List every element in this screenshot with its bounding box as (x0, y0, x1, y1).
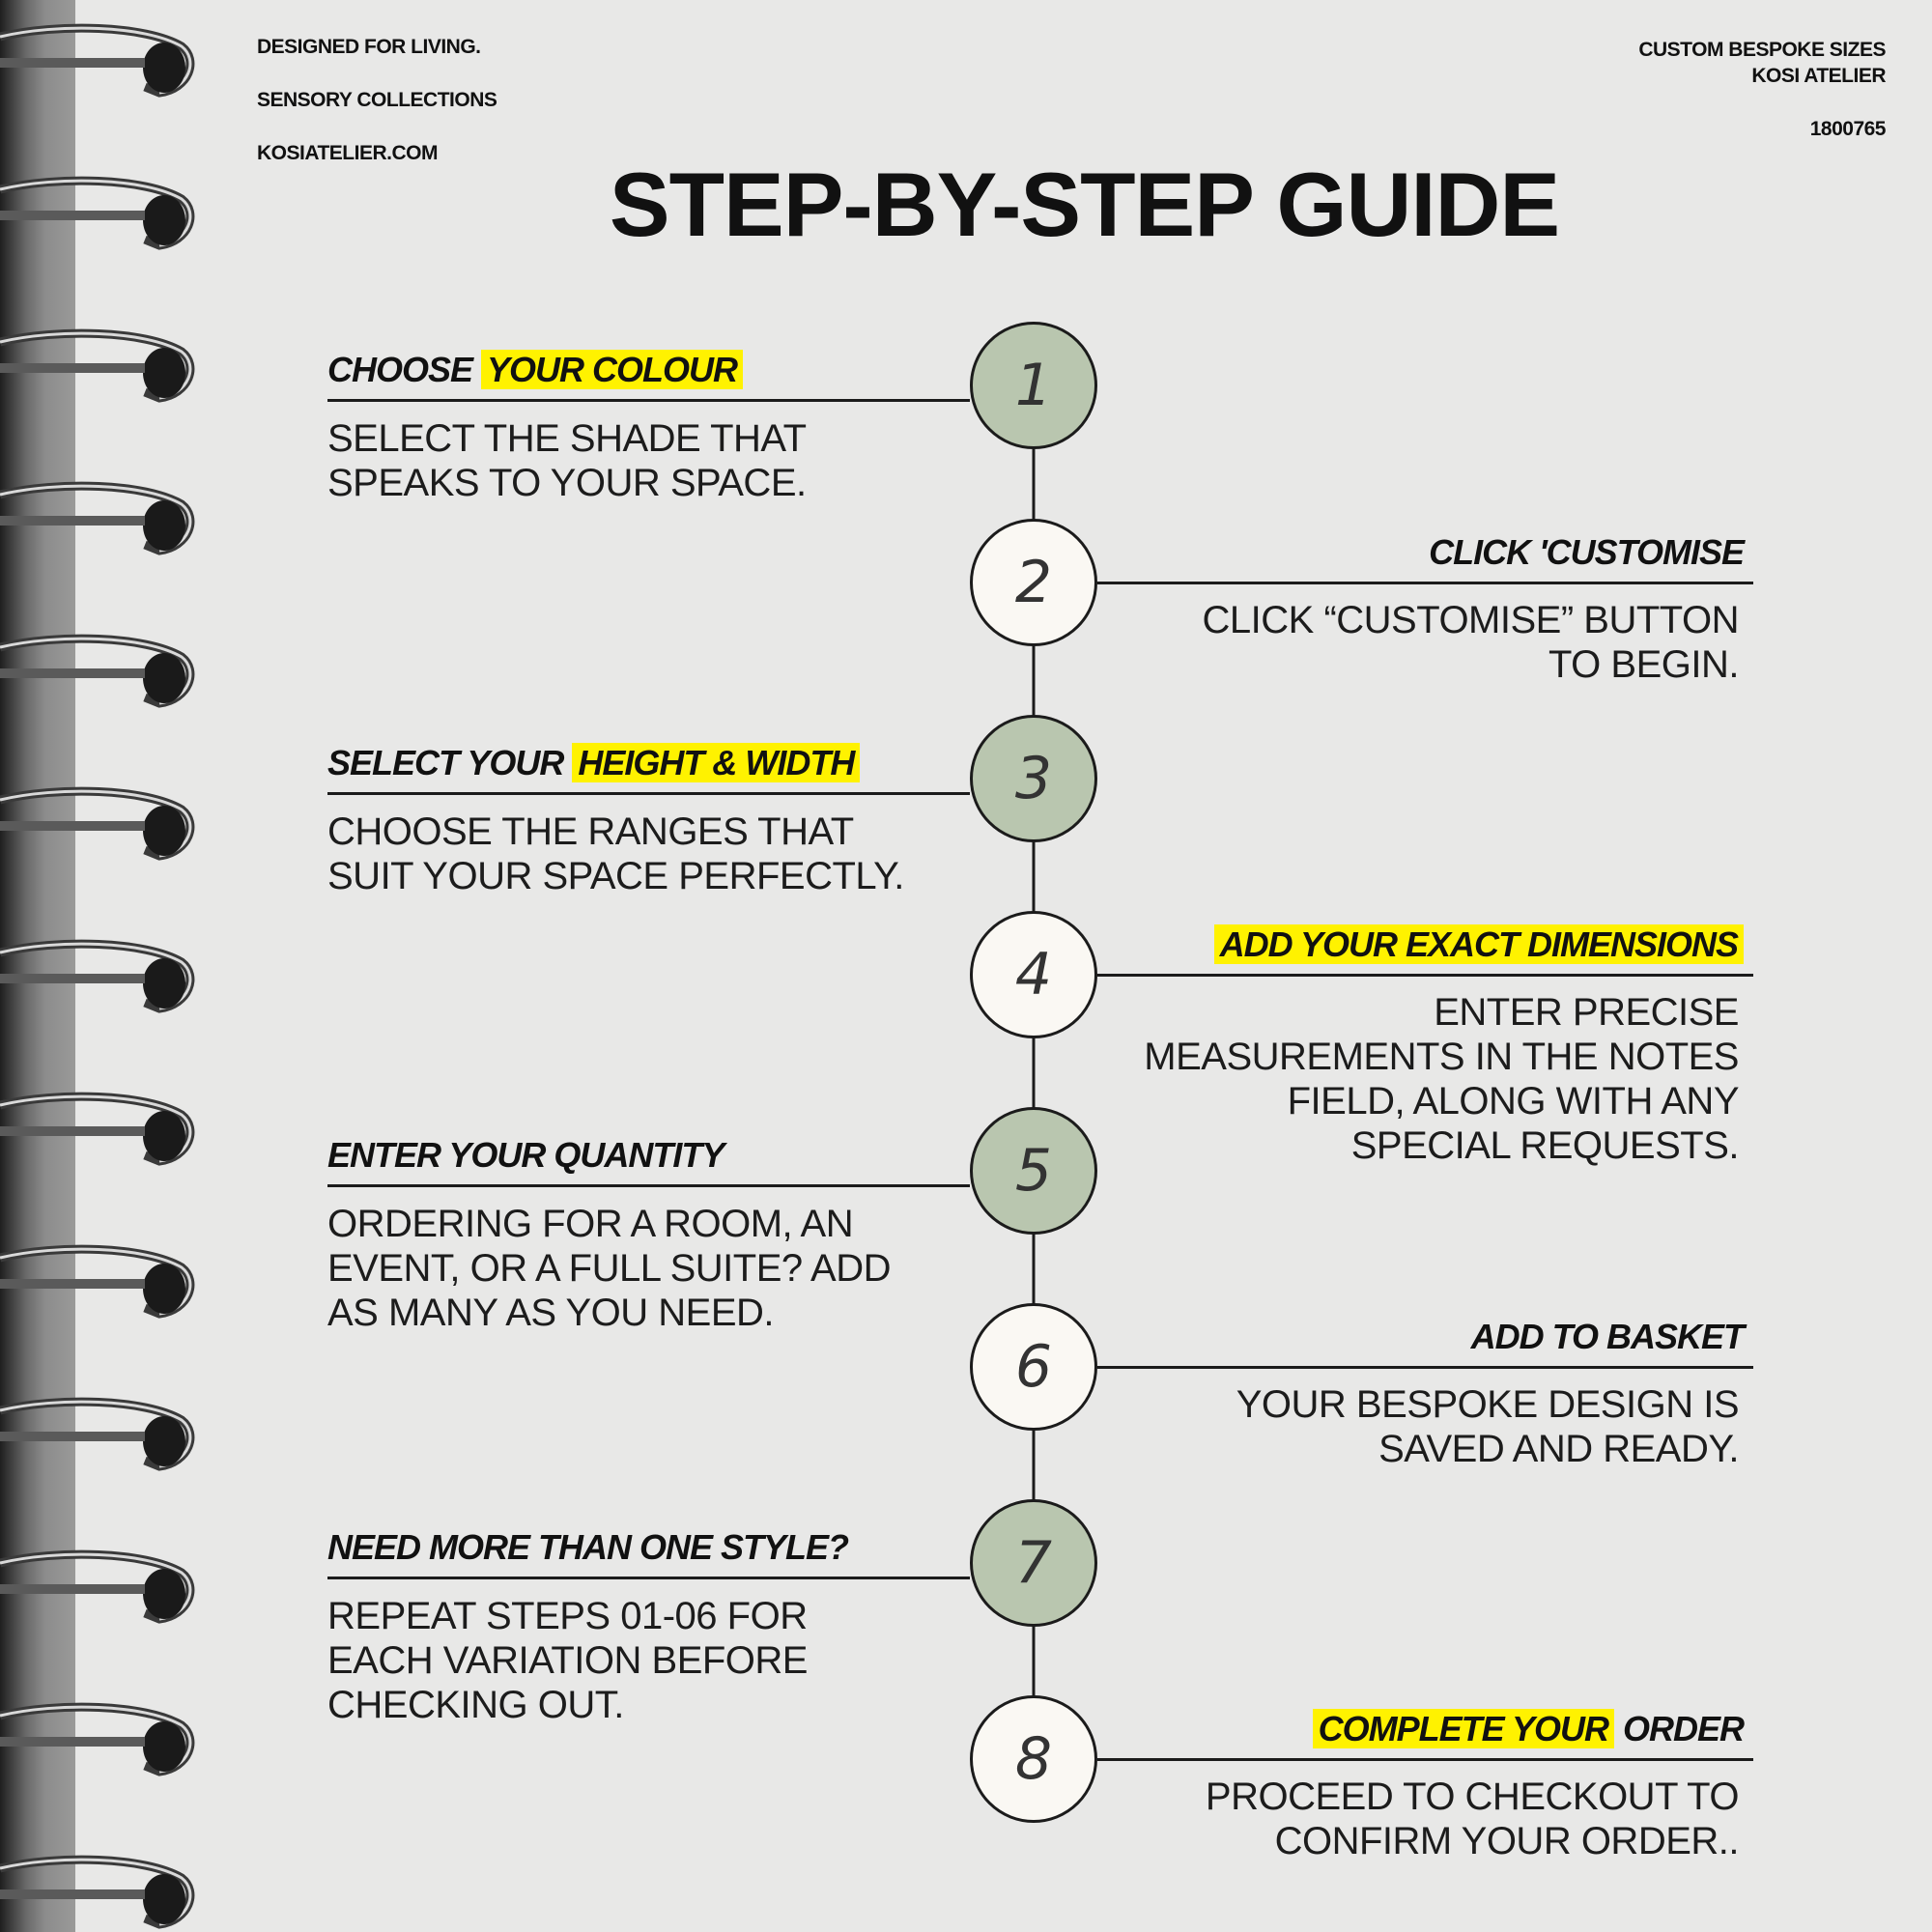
step-rule (327, 1577, 970, 1579)
step-rule (1097, 582, 1753, 584)
step-description: SELECT THE SHADE THAT SPEAKS TO YOUR SPACE. (327, 417, 807, 504)
step-number-circle (970, 519, 1097, 646)
step-number-circle (970, 1107, 1097, 1235)
step-number: 8 (1014, 1725, 1053, 1793)
step-heading-highlight: YOUR COLOUR (481, 350, 743, 389)
step-rule (1097, 974, 1753, 977)
step-description: ENTER PRECISE MEASUREMENTS IN THE NOTES FIELD, ALONG WITH ANY SPECIAL REQUESTS. (1144, 991, 1739, 1167)
header-code: 1800765 (1809, 118, 1886, 140)
step-heading (1313, 1708, 1744, 1750)
step-number-circle (970, 911, 1097, 1038)
step-heading-highlight: COMPLETE YOUR (1313, 1709, 1614, 1748)
header-brand: KOSI ATELIER (1751, 65, 1886, 87)
step-number-circle (970, 322, 1097, 449)
step-rule (327, 792, 970, 795)
step-rule (1097, 1758, 1753, 1761)
step-heading-text: ORDER (1613, 1709, 1744, 1748)
step-description: PROCEED TO CHECKOUT TO CONFIRM YOUR ORDER.. (1205, 1776, 1739, 1862)
step-number-circle (970, 1499, 1097, 1627)
step-heading-text: CLICK 'CUSTOMISE (1429, 532, 1744, 572)
step-description: REPEAT STEPS 01-06 FOR EACH VARIATION BEFORE CHECKING OUT. (327, 1595, 808, 1726)
step-description: YOUR BESPOKE DESIGN IS SAVED AND READY. (1236, 1383, 1739, 1470)
step-heading (327, 742, 860, 784)
step-number-circle (970, 1695, 1097, 1823)
header-tagline: DESIGNED FOR LIVING. (257, 36, 481, 58)
step-number: 6 (1014, 1333, 1053, 1401)
step-number: 1 (1014, 352, 1053, 419)
step-heading-text: ADD TO BASKET (1470, 1317, 1744, 1356)
header-right (1638, 37, 1886, 142)
step-heading-text: SELECT YOUR (327, 743, 573, 782)
step-heading (1471, 1316, 1744, 1358)
step-number: 2 (1014, 549, 1053, 616)
step-heading (327, 349, 743, 391)
step-description: CHOOSE THE RANGES THAT SUIT YOUR SPACE PERFECTLY. (327, 810, 904, 897)
step-heading (1214, 923, 1744, 966)
step-number: 3 (1014, 745, 1053, 812)
step-number-circle (970, 1303, 1097, 1431)
step-number: 7 (1014, 1529, 1053, 1597)
step-rule (327, 399, 970, 402)
step-number: 5 (1014, 1137, 1053, 1205)
header-collection: SENSORY COLLECTIONS (257, 89, 497, 111)
page-title: STEP-BY-STEP GUIDE (609, 154, 1560, 255)
step-description: CLICK “CUSTOMISE” BUTTON TO BEGIN. (1202, 599, 1739, 686)
step-heading (327, 1134, 724, 1177)
spiral-binding (0, 0, 208, 1932)
step-heading (327, 1526, 848, 1569)
step-heading-highlight: HEIGHT & WIDTH (572, 743, 860, 782)
step-rule (1097, 1366, 1753, 1369)
step-description: ORDERING FOR A ROOM, AN EVENT, OR A FULL SUITE? ADD AS MANY AS YOU NEED. (327, 1203, 891, 1334)
step-heading (1429, 531, 1744, 574)
step-rule (327, 1184, 970, 1187)
step-heading-text: ENTER YOUR QUANTITY (327, 1135, 724, 1175)
step-heading-text: CHOOSE (327, 350, 482, 389)
step-heading-text: NEED MORE THAN ONE STYLE? (327, 1527, 849, 1567)
step-number-circle (970, 715, 1097, 842)
header-website: KOSIATELIER.COM (257, 142, 438, 164)
step-number: 4 (1014, 941, 1053, 1009)
step-heading-highlight: ADD YOUR EXACT DIMENSIONS (1214, 924, 1744, 964)
header-product-type: CUSTOM BESPOKE SIZES (1638, 39, 1886, 61)
